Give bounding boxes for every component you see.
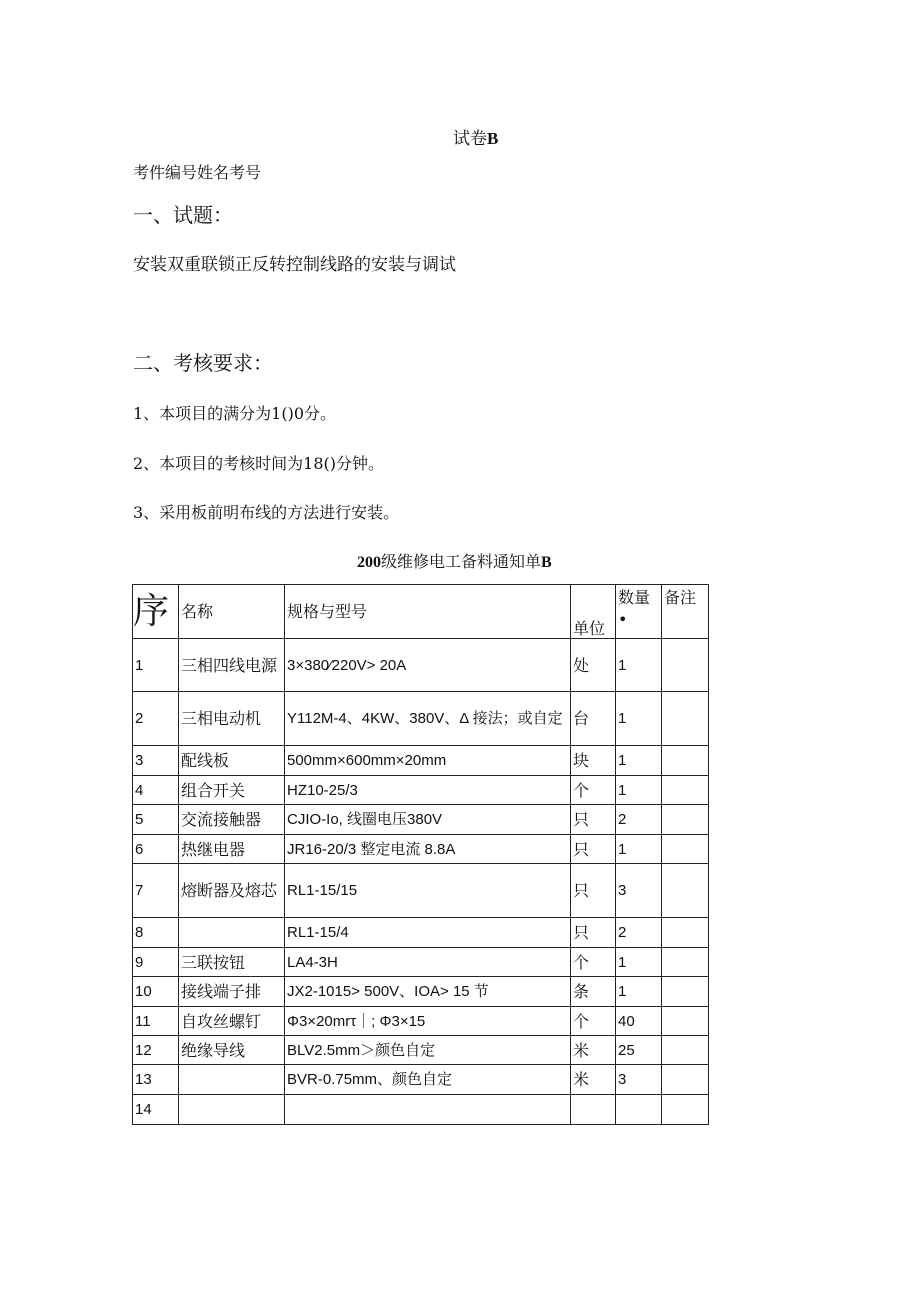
row-qty: 3: [616, 1065, 662, 1095]
row-spec: JR16-20/3 整定电流 8.8A: [285, 835, 571, 864]
row-qty: 2: [616, 918, 662, 948]
row-note: [662, 835, 709, 864]
row-name: 热继电器: [179, 835, 285, 864]
table-row: [133, 1036, 709, 1065]
row-name: [179, 1095, 285, 1125]
requirement-item: 1、本项目的满分为1()0分。: [133, 404, 337, 423]
row-name: 自攻丝螺钉: [179, 1007, 285, 1036]
row-seq: 10: [133, 977, 179, 1007]
row-unit: 个: [571, 948, 616, 977]
row-note: [662, 1095, 709, 1125]
row-spec: HZ10-25/3: [285, 776, 571, 805]
table-row: [133, 1095, 709, 1125]
row-name: 绝缘导线: [179, 1036, 285, 1065]
row-qty: 25: [616, 1036, 662, 1065]
row-name: 交流接触器: [179, 805, 285, 835]
row-qty: 2: [616, 805, 662, 835]
table-row: [133, 639, 709, 692]
row-name: 三相电动机: [179, 692, 285, 746]
table-row: [133, 1065, 709, 1095]
row-qty: 1: [616, 692, 662, 746]
row-seq: 4: [133, 776, 179, 805]
row-seq: 9: [133, 948, 179, 977]
requirement-item: 2、本项目的考核时间为18()分钟。: [133, 454, 385, 473]
row-spec: BLV2.5mm＞颜色自定: [285, 1036, 571, 1065]
row-note: [662, 977, 709, 1007]
header-spec: 规格与型号: [285, 585, 571, 639]
section2-heading: 二、考核要求：: [133, 351, 273, 375]
table-row: [133, 835, 709, 864]
row-spec: Φ3×20mrτ｜; Φ3×15: [285, 1007, 571, 1036]
row-spec: 3×380⁄220V> 20A: [285, 639, 571, 692]
row-qty: 1: [616, 746, 662, 776]
header-note: 备注: [662, 585, 709, 639]
row-name: [179, 1065, 285, 1095]
row-unit: 条: [571, 977, 616, 1007]
row-unit: 个: [571, 1007, 616, 1036]
row-name: [179, 918, 285, 948]
requirement-item: 3、采用板前明布线的方法进行安装。: [133, 503, 400, 522]
row-note: [662, 864, 709, 918]
row-name: 三联按钮: [179, 948, 285, 977]
row-seq: 1: [133, 639, 179, 692]
row-note: [662, 948, 709, 977]
row-seq: 14: [133, 1095, 179, 1125]
row-name: 三相四线电源: [179, 639, 285, 692]
row-seq: 11: [133, 1007, 179, 1036]
table-row: [133, 1007, 709, 1036]
section1-heading: 一、试题：: [133, 203, 233, 227]
row-unit: 块: [571, 746, 616, 776]
header-seq: 序: [133, 585, 179, 639]
document-title: [453, 124, 498, 149]
header-qty: 数量•: [616, 585, 662, 639]
row-qty: 1: [616, 776, 662, 805]
row-note: [662, 918, 709, 948]
row-qty: 1: [616, 948, 662, 977]
row-unit: 米: [571, 1065, 616, 1095]
document-title-letter: B: [487, 129, 499, 148]
header-unit: 单位: [571, 585, 616, 639]
table-row: [133, 805, 709, 835]
task-description: 安装双重联锁正反转控制线路的安装与调试: [133, 255, 456, 275]
materials-title-text: 级维修电工备料通知单: [381, 552, 542, 571]
row-qty: 1: [616, 835, 662, 864]
row-unit: 个: [571, 776, 616, 805]
row-spec: RL1-15/4: [285, 918, 571, 948]
row-seq: 7: [133, 864, 179, 918]
table-header-row: [133, 585, 709, 639]
row-unit: 台: [571, 692, 616, 746]
row-note: [662, 1007, 709, 1036]
row-seq: 12: [133, 1036, 179, 1065]
row-spec: LA4-3H: [285, 948, 571, 977]
row-seq: 5: [133, 805, 179, 835]
row-unit: 只: [571, 805, 616, 835]
row-note: [662, 1036, 709, 1065]
materials-title-letter: B: [541, 554, 552, 571]
row-note: [662, 1065, 709, 1095]
table-row: [133, 918, 709, 948]
row-unit: 只: [571, 918, 616, 948]
row-spec: JX2-1015> 500V、IOA> 15 节: [285, 977, 571, 1007]
row-spec: BVR-0.75mm、颜色自定: [285, 1065, 571, 1095]
row-name: 熔断器及熔芯: [179, 864, 285, 918]
row-seq: 6: [133, 835, 179, 864]
row-qty: [616, 1095, 662, 1125]
row-qty: 3: [616, 864, 662, 918]
table-row: [133, 977, 709, 1007]
row-unit: 只: [571, 835, 616, 864]
row-spec: 500mm×600mm×20mm: [285, 746, 571, 776]
candidate-info-line: 考件编号姓名考号: [133, 163, 262, 182]
row-unit: 只: [571, 864, 616, 918]
table-row: [133, 776, 709, 805]
row-note: [662, 746, 709, 776]
row-name: 接线端子排: [179, 977, 285, 1007]
row-qty: 1: [616, 639, 662, 692]
row-seq: 8: [133, 918, 179, 948]
row-seq: 2: [133, 692, 179, 746]
row-note: [662, 692, 709, 746]
row-spec: Y112M-4、4KW、380V、Δ 接法；或自定: [285, 692, 571, 746]
materials-table-title: [357, 549, 552, 572]
row-spec: [285, 1095, 571, 1125]
row-unit: 米: [571, 1036, 616, 1065]
materials-table: [132, 584, 709, 1125]
row-name: 配线板: [179, 746, 285, 776]
materials-title-level: 200: [357, 554, 381, 571]
row-seq: 3: [133, 746, 179, 776]
table-row: [133, 692, 709, 746]
header-name: 名称: [179, 585, 285, 639]
table-row: [133, 948, 709, 977]
table-row: [133, 864, 709, 918]
row-note: [662, 776, 709, 805]
table-row: [133, 746, 709, 776]
row-unit: [571, 1095, 616, 1125]
row-seq: 13: [133, 1065, 179, 1095]
row-qty: 40: [616, 1007, 662, 1036]
row-name: 组合开关: [179, 776, 285, 805]
document-title-text: 试卷: [453, 129, 487, 149]
row-spec: RL1-15/15: [285, 864, 571, 918]
row-unit: 处: [571, 639, 616, 692]
row-note: [662, 639, 709, 692]
row-qty: 1: [616, 977, 662, 1007]
row-note: [662, 805, 709, 835]
row-spec: CJIO-Io, 线圈电压380V: [285, 805, 571, 835]
